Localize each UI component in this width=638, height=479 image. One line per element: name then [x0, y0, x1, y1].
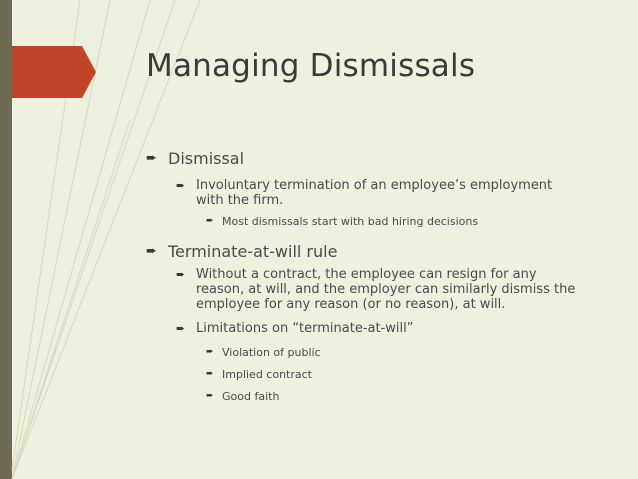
- bullet-text: Without a contract, the employee can resign for any reason, at will, and the employer can similarly dismiss the employee for any reason (or no reason), at will.: [196, 267, 576, 312]
- slide-title: Managing Dismissals: [146, 48, 476, 84]
- arrow-right-bullet-icon: ➨: [176, 322, 186, 335]
- bullet-text: Terminate-at-will rule: [168, 242, 338, 261]
- title-accent-band: [12, 46, 96, 98]
- bullet-bad-hiring: [206, 215, 526, 228]
- bullet-violation-public: [206, 346, 526, 359]
- bullet-implied-contract: [206, 368, 526, 381]
- bullet-without-contract: [176, 267, 586, 312]
- arrow-right-bullet-icon: ➨: [206, 347, 214, 357]
- bullet-text: Dismissal: [168, 149, 245, 168]
- bullet-good-faith: [206, 390, 526, 403]
- bullet-text: Most dismissals start with bad hiring decisions: [222, 215, 479, 228]
- arrow-right-bullet-icon: ➨: [206, 391, 214, 401]
- bullet-dismissal: [146, 149, 606, 168]
- arrow-right-bullet-icon: ➨: [176, 268, 186, 281]
- arrow-right-bullet-icon: ➨: [206, 216, 214, 226]
- bullet-text: Involuntary termination of an employee’s employment with the firm.: [196, 178, 553, 208]
- bullet-text: Violation of public: [222, 346, 321, 359]
- arrow-right-bullet-icon: ➨: [146, 151, 157, 166]
- bullet-text: Limitations on “terminate-at-will”: [196, 321, 414, 336]
- bullet-text: Implied contract: [222, 368, 312, 381]
- bullet-limitations: [176, 321, 586, 336]
- arrow-right-bullet-icon: ➨: [206, 369, 214, 379]
- arrow-right-bullet-icon: ➨: [176, 179, 186, 192]
- bullet-text: Good faith: [222, 390, 280, 403]
- bullet-involuntary-termination: [176, 178, 576, 208]
- bullet-terminate-at-will: [146, 242, 606, 261]
- arrow-right-bullet-icon: ➨: [146, 244, 157, 259]
